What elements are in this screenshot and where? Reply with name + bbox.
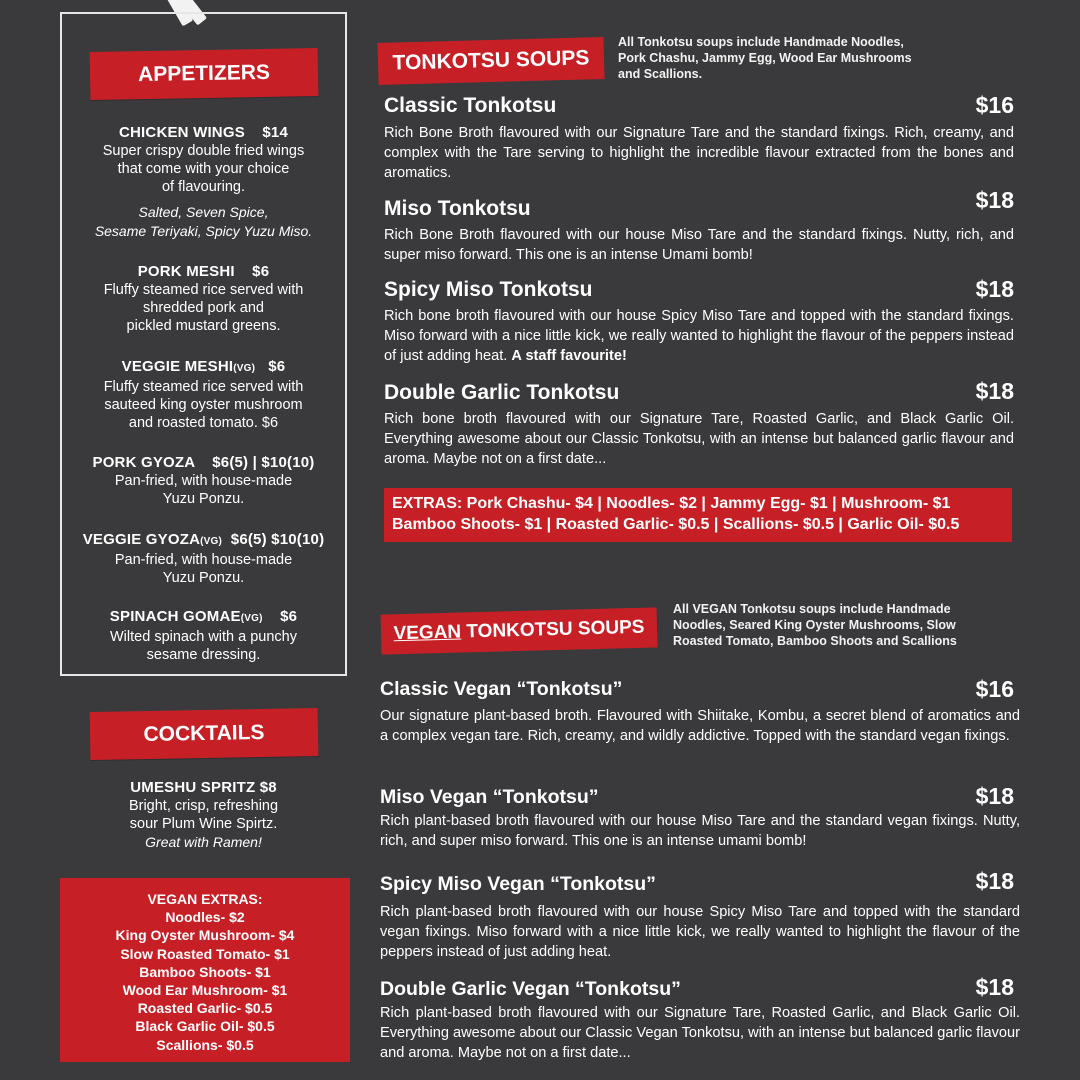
note-line: and Scallions.: [618, 67, 703, 81]
item-title: UMESHU SPRITZ $8: [130, 779, 277, 796]
item-desc: sesame dressing.: [146, 647, 261, 663]
soup-price: $18: [975, 378, 1014, 404]
item-desc: Yuzu Ponzu.: [162, 570, 245, 586]
item-desc: Pan-fried, with house-made: [114, 552, 293, 568]
appetizers-heading: APPETIZERS: [90, 48, 319, 100]
soup-title: Classic Tonkotsu: [384, 94, 557, 117]
item-desc: Fluffy steamed rice served with: [103, 379, 304, 395]
soup-title: Double Garlic Vegan “Tonkotsu”: [380, 978, 681, 1000]
veggie-gyoza-item: [60, 530, 347, 587]
tonkotsu-heading: TONKOTSU SOUPS: [377, 37, 604, 85]
vegan-extra-item: Bamboo Shoots- $1: [139, 963, 271, 980]
vegan-extras-box: [60, 878, 350, 1062]
item-title: CHICKEN WINGS $14: [118, 124, 289, 141]
soup-price: $18: [975, 187, 1014, 213]
item-title: VEGGIE GYOZA(VG) $6(5) $10(10): [82, 531, 325, 548]
soup-title: Spicy Miso Vegan “Tonkotsu”: [380, 873, 656, 895]
item-title: PORK MESHI $6: [137, 263, 270, 280]
pork-meshi-item: [60, 262, 347, 335]
soup-price: $18: [975, 276, 1014, 302]
tonkotsu-note: [618, 34, 978, 82]
item-title: VEGGIE MESHI(VG) $6: [121, 358, 286, 375]
soup-desc: Rich bone broth flavoured with our Signature Tare, Roasted Garlic, and Black Garlic Oil. Everything awesome about our Classic Tonkotsu, with an intense but balanced garlic flavour and aroma. Maybe not on a first date...: [384, 411, 1014, 467]
vegan-extra-item: Noodles- $2: [165, 909, 245, 926]
vegan-word: VEGAN: [393, 621, 462, 645]
item-desc: Fluffy steamed rice served with: [103, 282, 304, 298]
pork-gyoza-item: [60, 453, 347, 508]
soup-title: Miso Vegan “Tonkotsu”: [380, 786, 599, 808]
staff-favourite: A staff favourite!: [511, 348, 627, 364]
soup-title: Classic Vegan “Tonkotsu”: [380, 678, 623, 700]
spinach-gomae-item: [60, 607, 347, 664]
soup-desc: Rich Bone Broth flavoured with our house Miso Tare and the standard fixings. Nutty, rich, and super miso forward. This one is an intense Umami bomb!: [384, 227, 1014, 263]
soup-title: Double Garlic Tonkotsu: [384, 381, 620, 404]
note-line: Pork Chashu, Jammy Egg, Wood Ear Mushrooms: [618, 51, 912, 65]
soup-desc: Rich plant-based broth flavoured with our Signature Tare, Roasted Garlic, and Black Garlic Oil. Everything awesome about our Classic Vegan Tonkotsu, with an intense but balanced garlic flavour and aroma. Maybe not on a first date...: [380, 1005, 1020, 1061]
vegan-extra-item: Scallions- $0.5: [156, 1036, 254, 1053]
extras-line: EXTRAS: Pork Chashu- $4 | Noodles- $2 | Jammy Egg- $1 | Mushroom- $1: [392, 495, 951, 512]
soup-desc: Our signature plant-based broth. Flavoured with Shiitake, Kombu, a secret blend of aromatics and a complex vegan tare. Rich, creamy, and wildly addictive. Topped with the standard vegan fixings.: [380, 708, 1020, 744]
item-desc: Wilted spinach with a punchy: [110, 629, 297, 645]
item-desc: Pan-fried, with house-made: [114, 473, 293, 489]
vegan-extra-item: Slow Roasted Tomato- $1: [120, 945, 290, 962]
item-note: Great with Ramen!: [145, 834, 262, 850]
umeshu-spritz-item: [60, 778, 347, 852]
vegan-extra-item: Black Garlic Oil- $0.5: [135, 1018, 275, 1035]
soup-price: $16: [975, 676, 1014, 702]
soup-desc: Rich bone broth flavoured with our house Spicy Miso Tare and topped with the standard fixings. Miso forward with a nice little kick, we really wanted to highlight the flavour of the peppers instead of just adding heat. A staff favourite!: [384, 308, 1014, 364]
note-line: Noodles, Seared King Oyster Mushrooms, Slow: [673, 618, 956, 632]
soup-desc: Rich plant-based broth flavoured with our house Spicy Miso Tare and topped with the standard vegan fixings. Miso forward with a nice little kick, we really wanted to highlight the flavour of the peppers instead of just adding heat.: [380, 904, 1020, 960]
vegan-tonkotsu-heading: [381, 607, 658, 654]
veggie-meshi-item: [60, 357, 347, 432]
extras-line: Bamboo Shoots- $1 | Roasted Garlic- $0.5 | Scallions- $0.5 | Garlic Oil- $0.5: [392, 516, 960, 533]
soup-desc: Rich Bone Broth flavoured with our Signature Tare and the standard fixings. Rich, creamy, and complex with the Tare serving to highlight the incredible flavour extracted from the bones and aromatics.: [384, 125, 1014, 181]
note-line: All VEGAN Tonkotsu soups include Handmade: [673, 602, 951, 616]
item-flavours: Salted, Seven Spice,: [138, 204, 269, 220]
soup-title: Miso Tonkotsu: [384, 197, 531, 220]
item-title: PORK GYOZA $6(5) | $10(10): [92, 454, 315, 471]
item-desc: Bright, crisp, refreshing: [128, 798, 279, 814]
item-desc: shredded pork and: [143, 300, 264, 316]
soup-price: $16: [975, 92, 1014, 118]
item-desc: that come with your choice: [117, 161, 290, 177]
item-desc: and roasted tomato. $6: [128, 415, 279, 431]
vegan-extra-item: Wood Ear Mushroom- $1: [122, 982, 288, 999]
vegan-extra-item: King Oyster Mushroom- $4: [115, 927, 295, 944]
item-flavours: Sesame Teriyaki, Spicy Yuzu Miso.: [94, 223, 313, 239]
soup-price: $18: [975, 868, 1014, 894]
soup-title: Spicy Miso Tonkotsu: [384, 278, 593, 301]
item-title: SPINACH GOMAE(VG) $6: [109, 608, 298, 625]
item-desc: sauteed king oyster mushroom: [104, 397, 303, 413]
item-desc: Yuzu Ponzu.: [162, 491, 245, 507]
item-desc: Super crispy double fried wings: [102, 143, 305, 159]
item-desc: sour Plum Wine Spirtz.: [129, 816, 278, 832]
note-line: Roasted Tomato, Bamboo Shoots and Scallions: [673, 634, 957, 648]
soup-desc: Rich plant-based broth flavoured with our house Miso Tare and the standard vegan fixings. Nutty, rich, and super miso forward. This one is an intense umami bomb!: [380, 813, 1020, 849]
item-desc: pickled mustard greens.: [126, 318, 281, 334]
vegan-tonkotsu-note: [673, 601, 1013, 649]
cocktails-heading: COCKTAILS: [90, 708, 319, 760]
heading-rest: TONKOTSU SOUPS: [460, 616, 645, 643]
vegan-extra-item: Roasted Garlic- $0.5: [137, 1000, 273, 1017]
chicken-wings-item: [60, 123, 347, 241]
tonkotsu-extras: [384, 488, 1012, 542]
note-line: All Tonkotsu soups include Handmade Noodles,: [618, 35, 904, 49]
vegan-extras-heading: VEGAN EXTRAS:: [147, 891, 263, 907]
soup-price: $18: [975, 783, 1014, 809]
item-desc: of flavouring.: [161, 179, 246, 195]
soup-price: $18: [975, 974, 1014, 1000]
